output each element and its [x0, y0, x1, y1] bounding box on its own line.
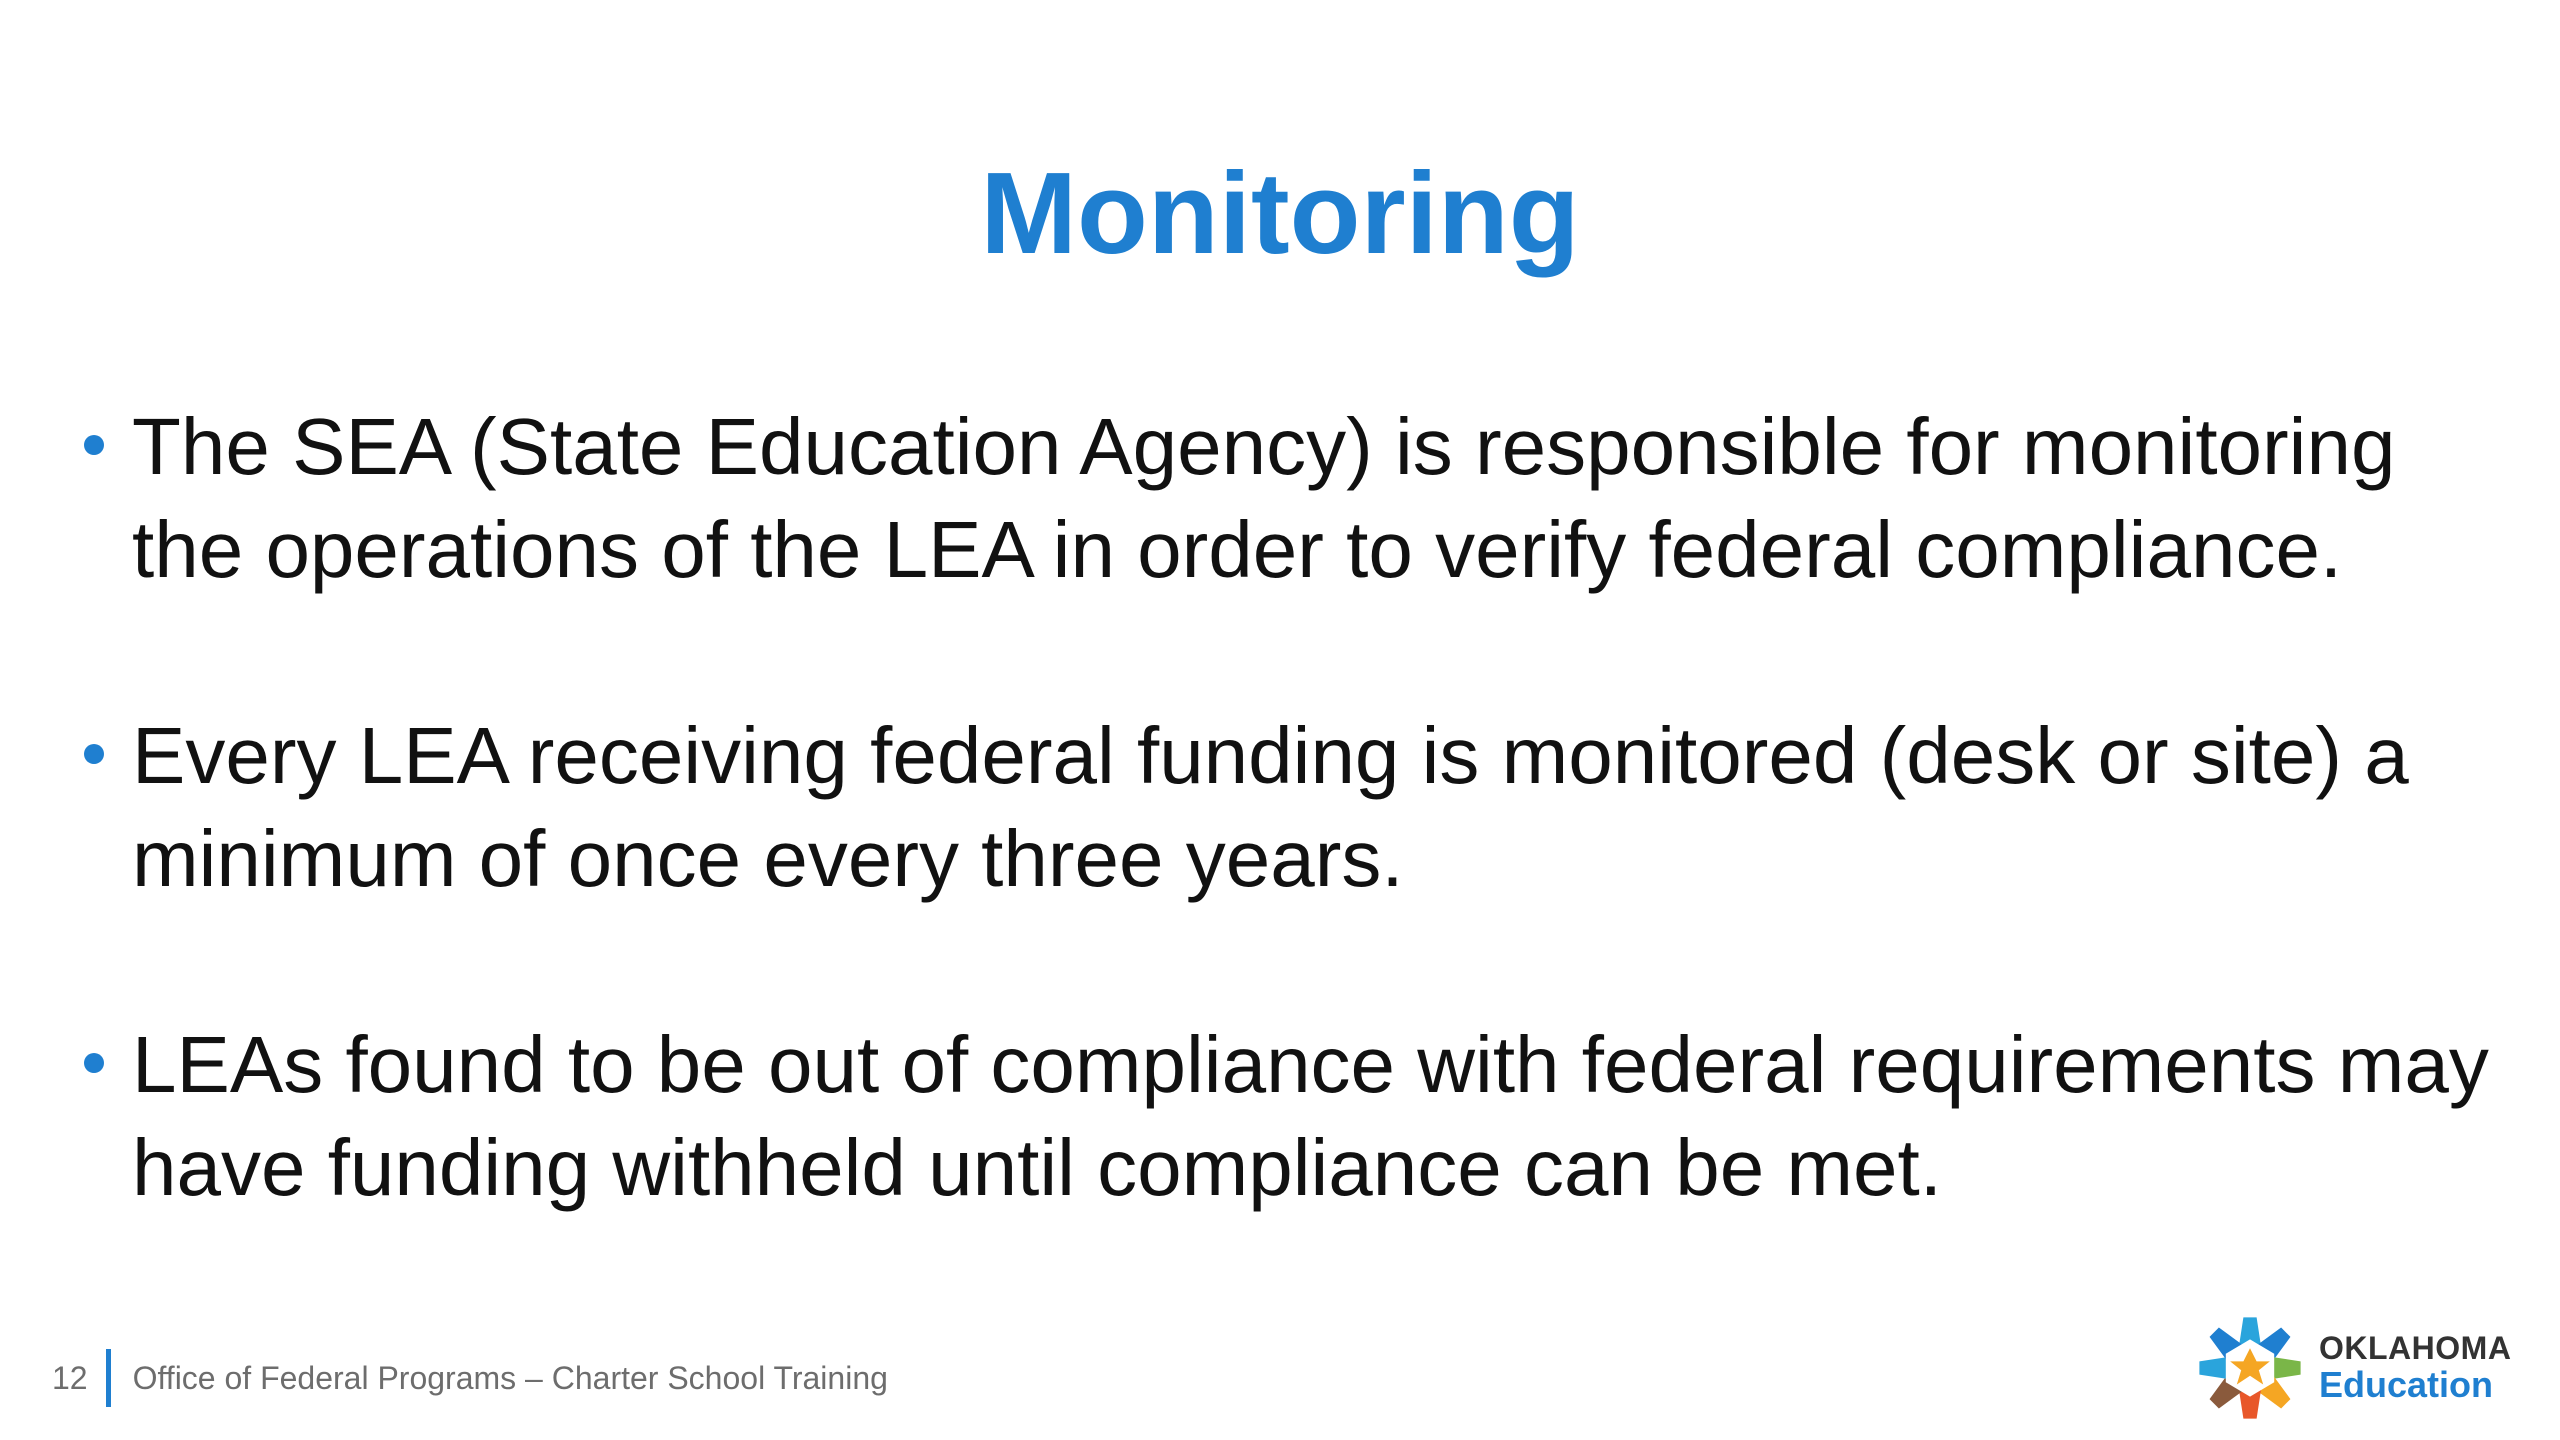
bullet-dot-icon: [84, 435, 104, 455]
logo-text: [2319, 1332, 2511, 1403]
bullet-text: Every LEA receiving federal funding is monitored (desk or site) a minimum of once every three years.: [132, 711, 2409, 903]
footer-divider: [106, 1349, 111, 1407]
logo-line-oklahoma: OKLAHOMA: [2319, 1330, 2512, 1367]
bullet-text: LEAs found to be out of compliance with federal requirements may have funding withheld until compliance can be met.: [132, 1020, 2489, 1212]
bullet-text: The SEA (State Education Agency) is responsible for monitoring the operations of the LEA in order to verify federal compliance.: [132, 402, 2396, 594]
page-number: 12: [52, 1359, 88, 1396]
footer-text: Office of Federal Programs – Charter School Training: [132, 1359, 888, 1396]
bullet-item: [80, 1013, 2500, 1219]
oklahoma-education-logo: [2195, 1308, 2535, 1428]
bullet-item: [80, 395, 2500, 601]
bullet-dot-icon: [84, 1053, 104, 1073]
slide-title: Monitoring: [980, 148, 1580, 278]
footer: [52, 1350, 888, 1406]
oklahoma-education-star-icon: [2195, 1313, 2305, 1423]
bullet-item: [80, 704, 2500, 910]
bullet-dot-icon: [84, 744, 104, 764]
logo-line-education: Education: [2319, 1363, 2494, 1405]
bullet-list: [80, 395, 2500, 1219]
